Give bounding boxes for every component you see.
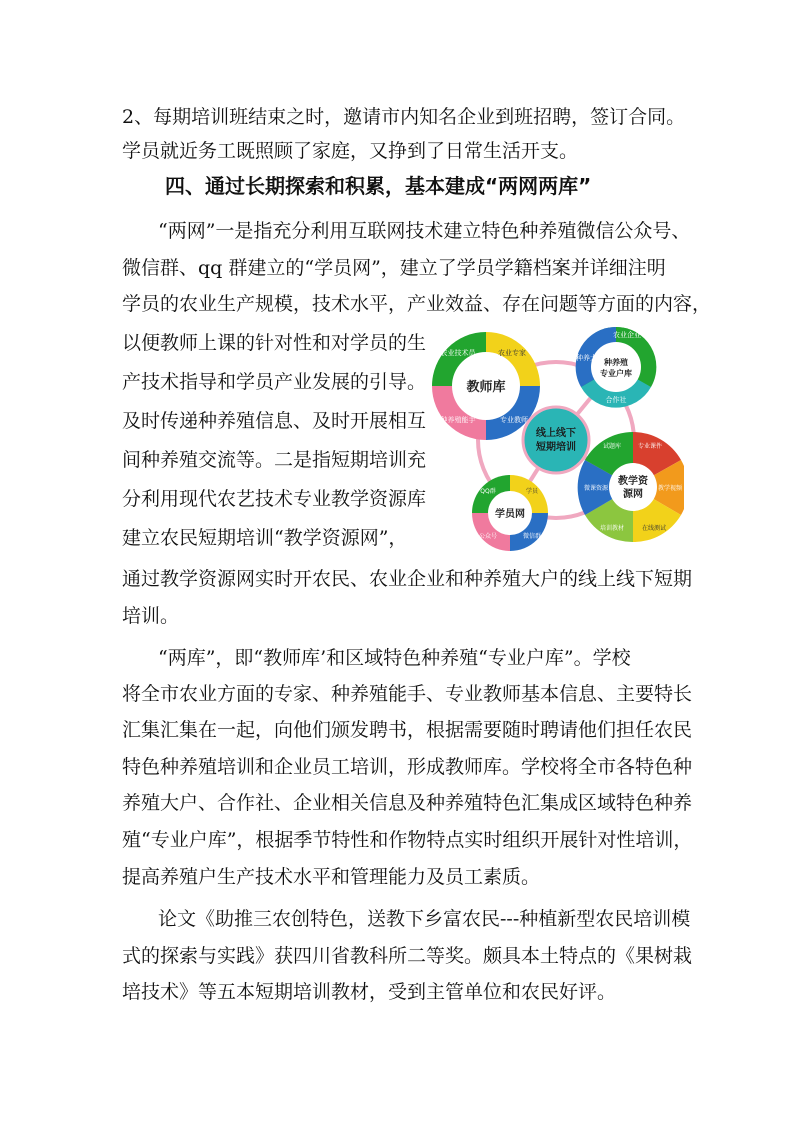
two-nets-narrow-2: 产技术指导和学员产业发展的引导。 <box>122 371 427 393</box>
resource-hub-label-2: 源网 <box>623 489 643 500</box>
resource-seg-label-1: 专业课件 <box>637 443 663 450</box>
center-training-hub <box>523 407 589 473</box>
teacher-seg-label-3: 种养殖能手 <box>440 416 476 424</box>
student-seg-label-1: 学员 <box>525 488 539 495</box>
resource-seg-label-5: 微课资源 <box>583 485 609 492</box>
center-label-2: 短期培训 <box>536 442 576 453</box>
two-libs-line-1: “两库”，即“教师库’和区域特色种养殖“专业户库”。学校 <box>158 647 631 669</box>
two-nets-line-4: 通过教学资源网实时开农民、农业企业和种养殖大户的线上线下短期 <box>122 568 693 590</box>
resource-seg-label-2: 教学视频 <box>657 485 683 492</box>
teacher-seg-label-4: 农业技术员 <box>440 349 476 357</box>
farmer-seg-label-3: 种养大户 <box>576 354 604 362</box>
teacher-hub-label: 教师库 <box>466 380 506 395</box>
two-nets-narrow-3: 及时传递种养殖信息、及时开展相互 <box>122 410 427 432</box>
farmer-library-ring <box>576 327 657 408</box>
resource-seg-label-3: 在线测试 <box>641 525 667 532</box>
intro-line-2: 学员就近务工既照顾了家庭，又挣到了日常生活开支。 <box>122 140 579 162</box>
student-seg-label-2: 微信群 <box>522 533 542 540</box>
teacher-seg-label-2: 专业教师 <box>500 416 528 424</box>
two-nets-line-3: 学员的农业生产规模，技术水平，产业效益、存在问题等方面的内容， <box>122 293 712 315</box>
awards-line-2: 式的探索与实践》获四川省教科所二等奖。颇具本土特点的《果树栽 <box>122 945 693 967</box>
two-nets-narrow-5: 分利用现代农艺技术专业教学资源库 <box>122 488 427 510</box>
student-hub-label: 学员网 <box>495 509 525 520</box>
intro-line-1: 2、每期培训班结束之时，邀请市内知名企业到班招聘，签订合同。 <box>122 106 686 128</box>
resource-seg-label-6: 试题库 <box>602 443 622 450</box>
student-seg-label-4: QQ群 <box>480 488 496 495</box>
teacher-seg-label-1: 农业专家 <box>498 349 526 357</box>
resource-network-ring <box>578 432 684 542</box>
two-libs-line-7: 提高养殖户生产技术水平和管理能力及员工素质。 <box>122 866 541 888</box>
two-nets-line-1: “两网”一是指充分利用互联网技术建立特色种养殖微信公众号、 <box>158 220 691 242</box>
two-nets-line-5: 培训。 <box>122 605 180 627</box>
resource-hub-label-1: 教学资 <box>618 476 648 487</box>
teacher-library-ring <box>432 332 540 440</box>
two-libs-line-2: 将全市农业方面的专家、种养殖能手、专业教师基本信息、主要特长 <box>122 683 693 705</box>
awards-line-1: 论文《助推三农创特色，送教下乡富农民---种植新型农民培训模 <box>158 908 691 930</box>
two-libs-line-5: 养殖大户、合作社、企业相关信息及种养殖特色汇集成区域特色种养 <box>122 792 693 814</box>
awards-line-3: 培技术》等五本短期培训教材，受到主管单位和农民好评。 <box>122 981 617 1003</box>
resource-seg-label-4: 培训教材 <box>599 525 625 532</box>
farmer-seg-label-2: 合作社 <box>605 396 627 404</box>
student-seg-label-3: 公众号 <box>478 533 498 540</box>
two-nets-line-2: 微信群、qq 群建立的“学员网”，建立了学员学籍档案并详细注明 <box>122 257 666 279</box>
two-libs-line-6: 殖“专业户库”，根据季节特性和作物特点实时组织开展针对性培训， <box>122 829 693 851</box>
center-label-1: 线上线下 <box>536 428 576 439</box>
student-network-ring <box>472 475 548 551</box>
two-nets-narrow-4: 间种养殖交流等。二是指短期培训充 <box>122 449 427 471</box>
two-nets-narrow-1: 以便教师上课的针对性和对学员的生 <box>122 332 427 354</box>
two-nets-two-libs-diagram <box>428 322 684 554</box>
two-libs-line-4: 特色种养殖培训和企业员工培训，形成教师库。学校将全市各特色种 <box>122 756 693 778</box>
farmer-hub-label-2: 专业户库 <box>600 369 632 378</box>
farmer-hub-label-1: 种养殖 <box>604 358 628 367</box>
two-nets-narrow-6: 建立农民短期培训“教学资源网”， <box>122 527 408 549</box>
farmer-seg-label-1: 农业企业 <box>613 331 641 339</box>
two-libs-line-3: 汇集汇集在一起，向他们颁发聘书，根据需要随时聘请他们担任农民 <box>122 719 693 741</box>
section-heading: 四、通过长期探索和积累，基本建成“两网两库” <box>165 174 592 198</box>
